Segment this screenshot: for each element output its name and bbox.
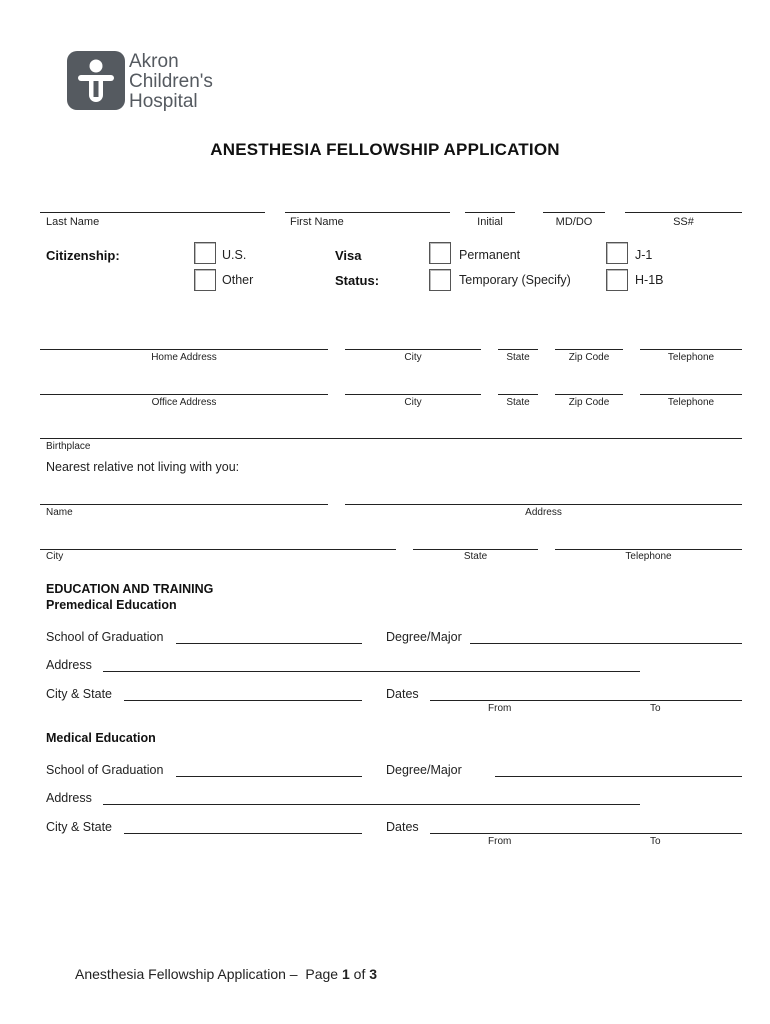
relative-name-line[interactable] <box>40 504 328 505</box>
office-city-line[interactable] <box>345 394 481 395</box>
relative-city-label: City <box>46 551 64 562</box>
page-footer <box>68 950 377 982</box>
medical-heading: Medical Education <box>46 731 156 745</box>
office-address-line[interactable] <box>40 394 328 395</box>
office-zip-label: Zip Code <box>568 397 610 408</box>
medical-school-line[interactable] <box>176 776 362 777</box>
premed-school-label: School of Graduation <box>46 630 164 644</box>
h1b-checkbox[interactable] <box>606 269 628 291</box>
premed-dates-label: Dates <box>386 687 419 701</box>
medical-address-label: Address <box>46 791 92 805</box>
permanent-label: Permanent <box>459 248 521 262</box>
medical-school-label: School of Graduation <box>46 763 164 777</box>
medical-dates-label: Dates <box>386 820 419 834</box>
relative-state-label: State <box>463 551 488 562</box>
office-phone-label: Telephone <box>667 397 715 408</box>
mddo-label: MD/DO <box>555 216 593 228</box>
logo-line-1: Akron <box>129 51 179 72</box>
relative-name-label: Name <box>46 507 73 518</box>
home-state-label: State <box>506 352 530 363</box>
office-state-line[interactable] <box>498 394 538 395</box>
home-phone-line[interactable] <box>640 349 742 350</box>
relative-city-line[interactable] <box>40 549 396 550</box>
medical-dates-line[interactable] <box>430 833 742 834</box>
office-zip-line[interactable] <box>555 394 623 395</box>
status-label: Status: <box>335 273 380 288</box>
relative-phone-label: Telephone <box>625 551 672 562</box>
premed-citystate-line[interactable] <box>124 700 362 701</box>
last-name-label: Last Name <box>46 216 100 228</box>
education-heading: EDUCATION AND TRAINING <box>46 582 214 596</box>
citizenship-label: Citizenship: <box>46 248 120 263</box>
premed-from-label: From <box>488 703 512 714</box>
first-name-line[interactable] <box>285 212 450 213</box>
medical-degree-label: Degree/Major <box>386 763 462 777</box>
h1b-label: H-1B <box>635 273 664 287</box>
visa-label: Visa <box>335 248 362 263</box>
first-name-label: First Name <box>290 216 344 228</box>
medical-address-line[interactable] <box>103 804 640 805</box>
footer-of: of <box>349 966 370 982</box>
office-city-label: City <box>404 397 422 408</box>
last-name-line[interactable] <box>40 212 265 213</box>
relative-address-line[interactable] <box>345 504 742 505</box>
premed-school-line[interactable] <box>176 643 362 644</box>
temporary-checkbox[interactable] <box>429 269 451 291</box>
logo-line-2: Children's <box>129 71 213 92</box>
ss-line[interactable] <box>625 212 742 213</box>
premed-dates-line[interactable] <box>430 700 742 701</box>
office-address-label: Office Address <box>151 397 217 408</box>
page-title: ANESTHESIA FELLOWSHIP APPLICATION <box>210 140 560 159</box>
home-address-line[interactable] <box>40 349 328 350</box>
initial-label: Initial <box>477 216 503 228</box>
hospital-logo <box>67 51 217 113</box>
relative-state-line[interactable] <box>413 549 538 550</box>
premed-citystate-label: City & State <box>46 687 112 701</box>
premed-address-label: Address <box>46 658 92 672</box>
medical-to-label: To <box>650 836 661 847</box>
premed-heading: Premedical Education <box>46 598 177 612</box>
temporary-label: Temporary (Specify) <box>459 273 571 287</box>
footer-page-number: 1 <box>341 966 350 982</box>
office-state-label: State <box>506 397 530 408</box>
home-address-label: Home Address <box>151 352 217 363</box>
home-city-label: City <box>404 352 422 363</box>
logo-line-3: Hospital <box>129 91 198 112</box>
office-phone-line[interactable] <box>640 394 742 395</box>
child-figure-icon <box>67 51 127 111</box>
medical-citystate-label: City & State <box>46 820 112 834</box>
ss-label: SS# <box>673 216 694 228</box>
premed-degree-line[interactable] <box>470 643 742 644</box>
relative-phone-line[interactable] <box>555 549 742 550</box>
other-checkbox[interactable] <box>194 269 216 291</box>
us-checkbox[interactable] <box>194 242 216 264</box>
medical-from-label: From <box>488 836 512 847</box>
home-zip-label: Zip Code <box>568 352 610 363</box>
footer-page-total: 3 <box>369 966 378 982</box>
home-state-line[interactable] <box>498 349 538 350</box>
home-city-line[interactable] <box>345 349 481 350</box>
medical-citystate-line[interactable] <box>124 833 362 834</box>
initial-line[interactable] <box>465 212 515 213</box>
birthplace-line[interactable] <box>40 438 742 439</box>
premed-address-line[interactable] <box>103 671 640 672</box>
home-zip-line[interactable] <box>555 349 623 350</box>
j1-label: J-1 <box>635 248 653 262</box>
home-phone-label: Telephone <box>667 352 715 363</box>
premed-degree-label: Degree/Major <box>386 630 462 644</box>
us-label: U.S. <box>222 248 247 262</box>
j1-checkbox[interactable] <box>606 242 628 264</box>
birthplace-label: Birthplace <box>46 441 91 452</box>
medical-degree-line[interactable] <box>495 776 742 777</box>
relative-heading: Nearest relative not living with you: <box>46 460 240 474</box>
relative-address-label: Address <box>525 507 562 518</box>
permanent-checkbox[interactable] <box>429 242 451 264</box>
premed-to-label: To <box>650 703 661 714</box>
footer-text: Anesthesia Fellowship Application – Page <box>75 966 342 982</box>
mddo-line[interactable] <box>543 212 605 213</box>
other-label: Other <box>222 273 254 287</box>
